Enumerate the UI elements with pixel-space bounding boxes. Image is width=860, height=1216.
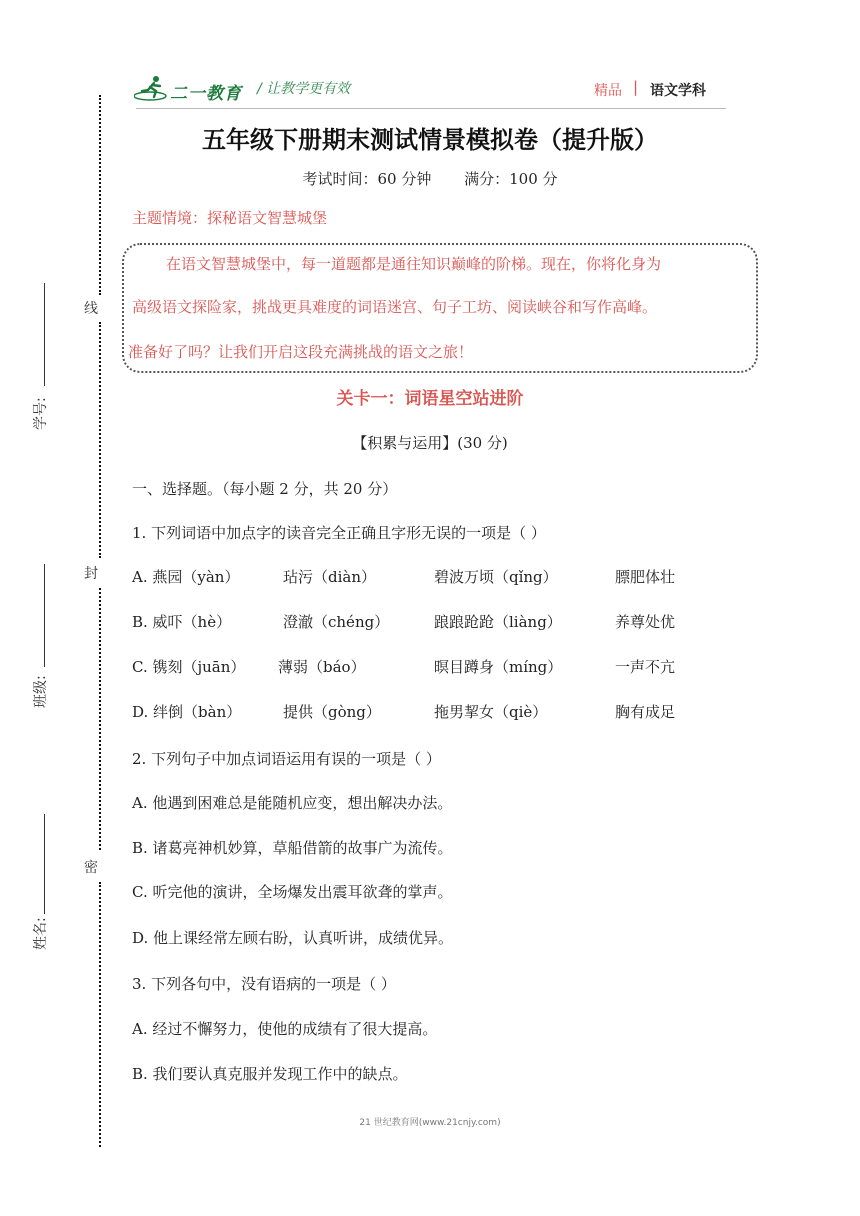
binding-dotted-line: [99, 95, 101, 295]
binding-dotted-line: [99, 322, 101, 558]
binding-char-line: 线: [84, 301, 98, 317]
scenario-line-3: 准备好了吗？让我们开启这段充满挑战的语文之旅！: [128, 343, 474, 361]
q1-option-c-4: 一声不亢: [615, 658, 676, 676]
name-rule: [44, 814, 45, 914]
q2-stem: 2. 下列句子中加点词语运用有误的一项是（ ）: [132, 750, 441, 768]
student-id-rule: [44, 283, 45, 386]
section-heading: 【积累与运用】(30 分): [352, 434, 508, 452]
exam-score: 满分：100 分: [464, 170, 558, 188]
binding-char-secret: 密: [84, 860, 98, 876]
exam-meta: [130, 168, 730, 189]
q1-option-b-3: 踉踉跄跄（liàng）: [434, 613, 562, 631]
theme-line: 主题情境：探秘语文智慧城堡: [132, 209, 328, 227]
q3-option-a: A. 经过不懈努力，使他的成绩有了很大提高。: [132, 1020, 438, 1038]
subject-label: 语文学科: [650, 83, 706, 99]
page-footer: 21 世纪教育网(www.21cnjy.com): [359, 1118, 501, 1128]
q2-option-b: B. 诸葛亮神机妙算，草船借箭的故事广为流传。: [132, 839, 453, 857]
q2-option-a: A. 他遇到困难总是能随机应变，想出解决办法。: [132, 794, 453, 812]
q2-option-d: D. 他上课经常左顾右盼，认真听讲，成绩优异。: [132, 929, 454, 947]
q1-option-a-1: A. 燕园（yàn）: [132, 568, 240, 586]
page-title: 五年级下册期末测试情景模拟卷（提升版）: [202, 126, 658, 154]
scenario-box: [122, 243, 758, 373]
header-divider: |: [633, 78, 639, 96]
q3-stem: 3. 下列各句中，没有语病的一项是（ ）: [132, 975, 396, 993]
runner-logo-icon: [134, 74, 172, 102]
q1-stem: 1. 下列词语中加点字的读音完全正确且字形无误的一项是（ ）: [132, 524, 546, 542]
q2-option-c: C. 听完他的演讲，全场爆发出震耳欲聋的掌声。: [132, 883, 453, 901]
q1-option-d-3: 拖男挈女（qiè）: [434, 703, 548, 721]
q1-option-d-4: 胸有成足: [615, 703, 676, 721]
class-rule: [44, 564, 45, 667]
binding-char-seal: 封: [84, 566, 98, 582]
scenario-line-1: 在语文智慧城堡中，每一道题都是通往知识巅峰的阶梯。现在，你将化身为: [166, 255, 662, 273]
scenario-line-2: 高级语文探险家，挑战更具难度的词语迷宫、句子工坊、阅读峡谷和写作高峰。: [132, 298, 658, 316]
header-rule: [136, 108, 726, 109]
slogan: / 让教学更有效: [257, 81, 351, 97]
brand-logo: [134, 72, 244, 104]
q1-option-b-1: B. 威吓（hè）: [132, 613, 232, 631]
q1-option-d-1: D. 绊倒（bàn）: [132, 703, 242, 721]
q1-option-b-4: 养尊处优: [615, 613, 676, 631]
q1-option-c-2: 薄弱（báo）: [278, 658, 366, 676]
q1-option-d-2: 提供（gòng）: [283, 703, 381, 721]
name-label: 姓名:: [33, 917, 49, 950]
part-heading: 一、选择题。（每小题 2 分，共 20 分）: [132, 480, 398, 498]
binding-dotted-line: [99, 588, 101, 850]
student-id-label: 学号:: [33, 397, 49, 430]
q1-option-b-2: 澄澈（chéng）: [283, 613, 390, 631]
q3-option-b: B. 我们要认真克服并发现工作中的缺点。: [132, 1065, 408, 1083]
q1-option-a-4: 膘肥体壮: [615, 568, 676, 586]
q1-option-c-1: C. 镌刻（juān）: [132, 658, 246, 676]
exam-time: 考试时间：60 分钟: [302, 170, 432, 188]
q1-option-a-3: 碧波万顷（qǐng）: [434, 568, 558, 586]
binding-dotted-line: [99, 882, 101, 1147]
level-heading: 关卡一：词语星空站进阶: [336, 389, 524, 409]
q1-option-a-2: 玷污（diàn）: [283, 568, 377, 586]
brand-name: 二一教育: [170, 84, 242, 104]
quality-badge: 精品: [594, 83, 622, 99]
class-label: 班级:: [33, 675, 49, 708]
q1-option-c-3: 暝目蹲身（míng）: [434, 658, 563, 676]
